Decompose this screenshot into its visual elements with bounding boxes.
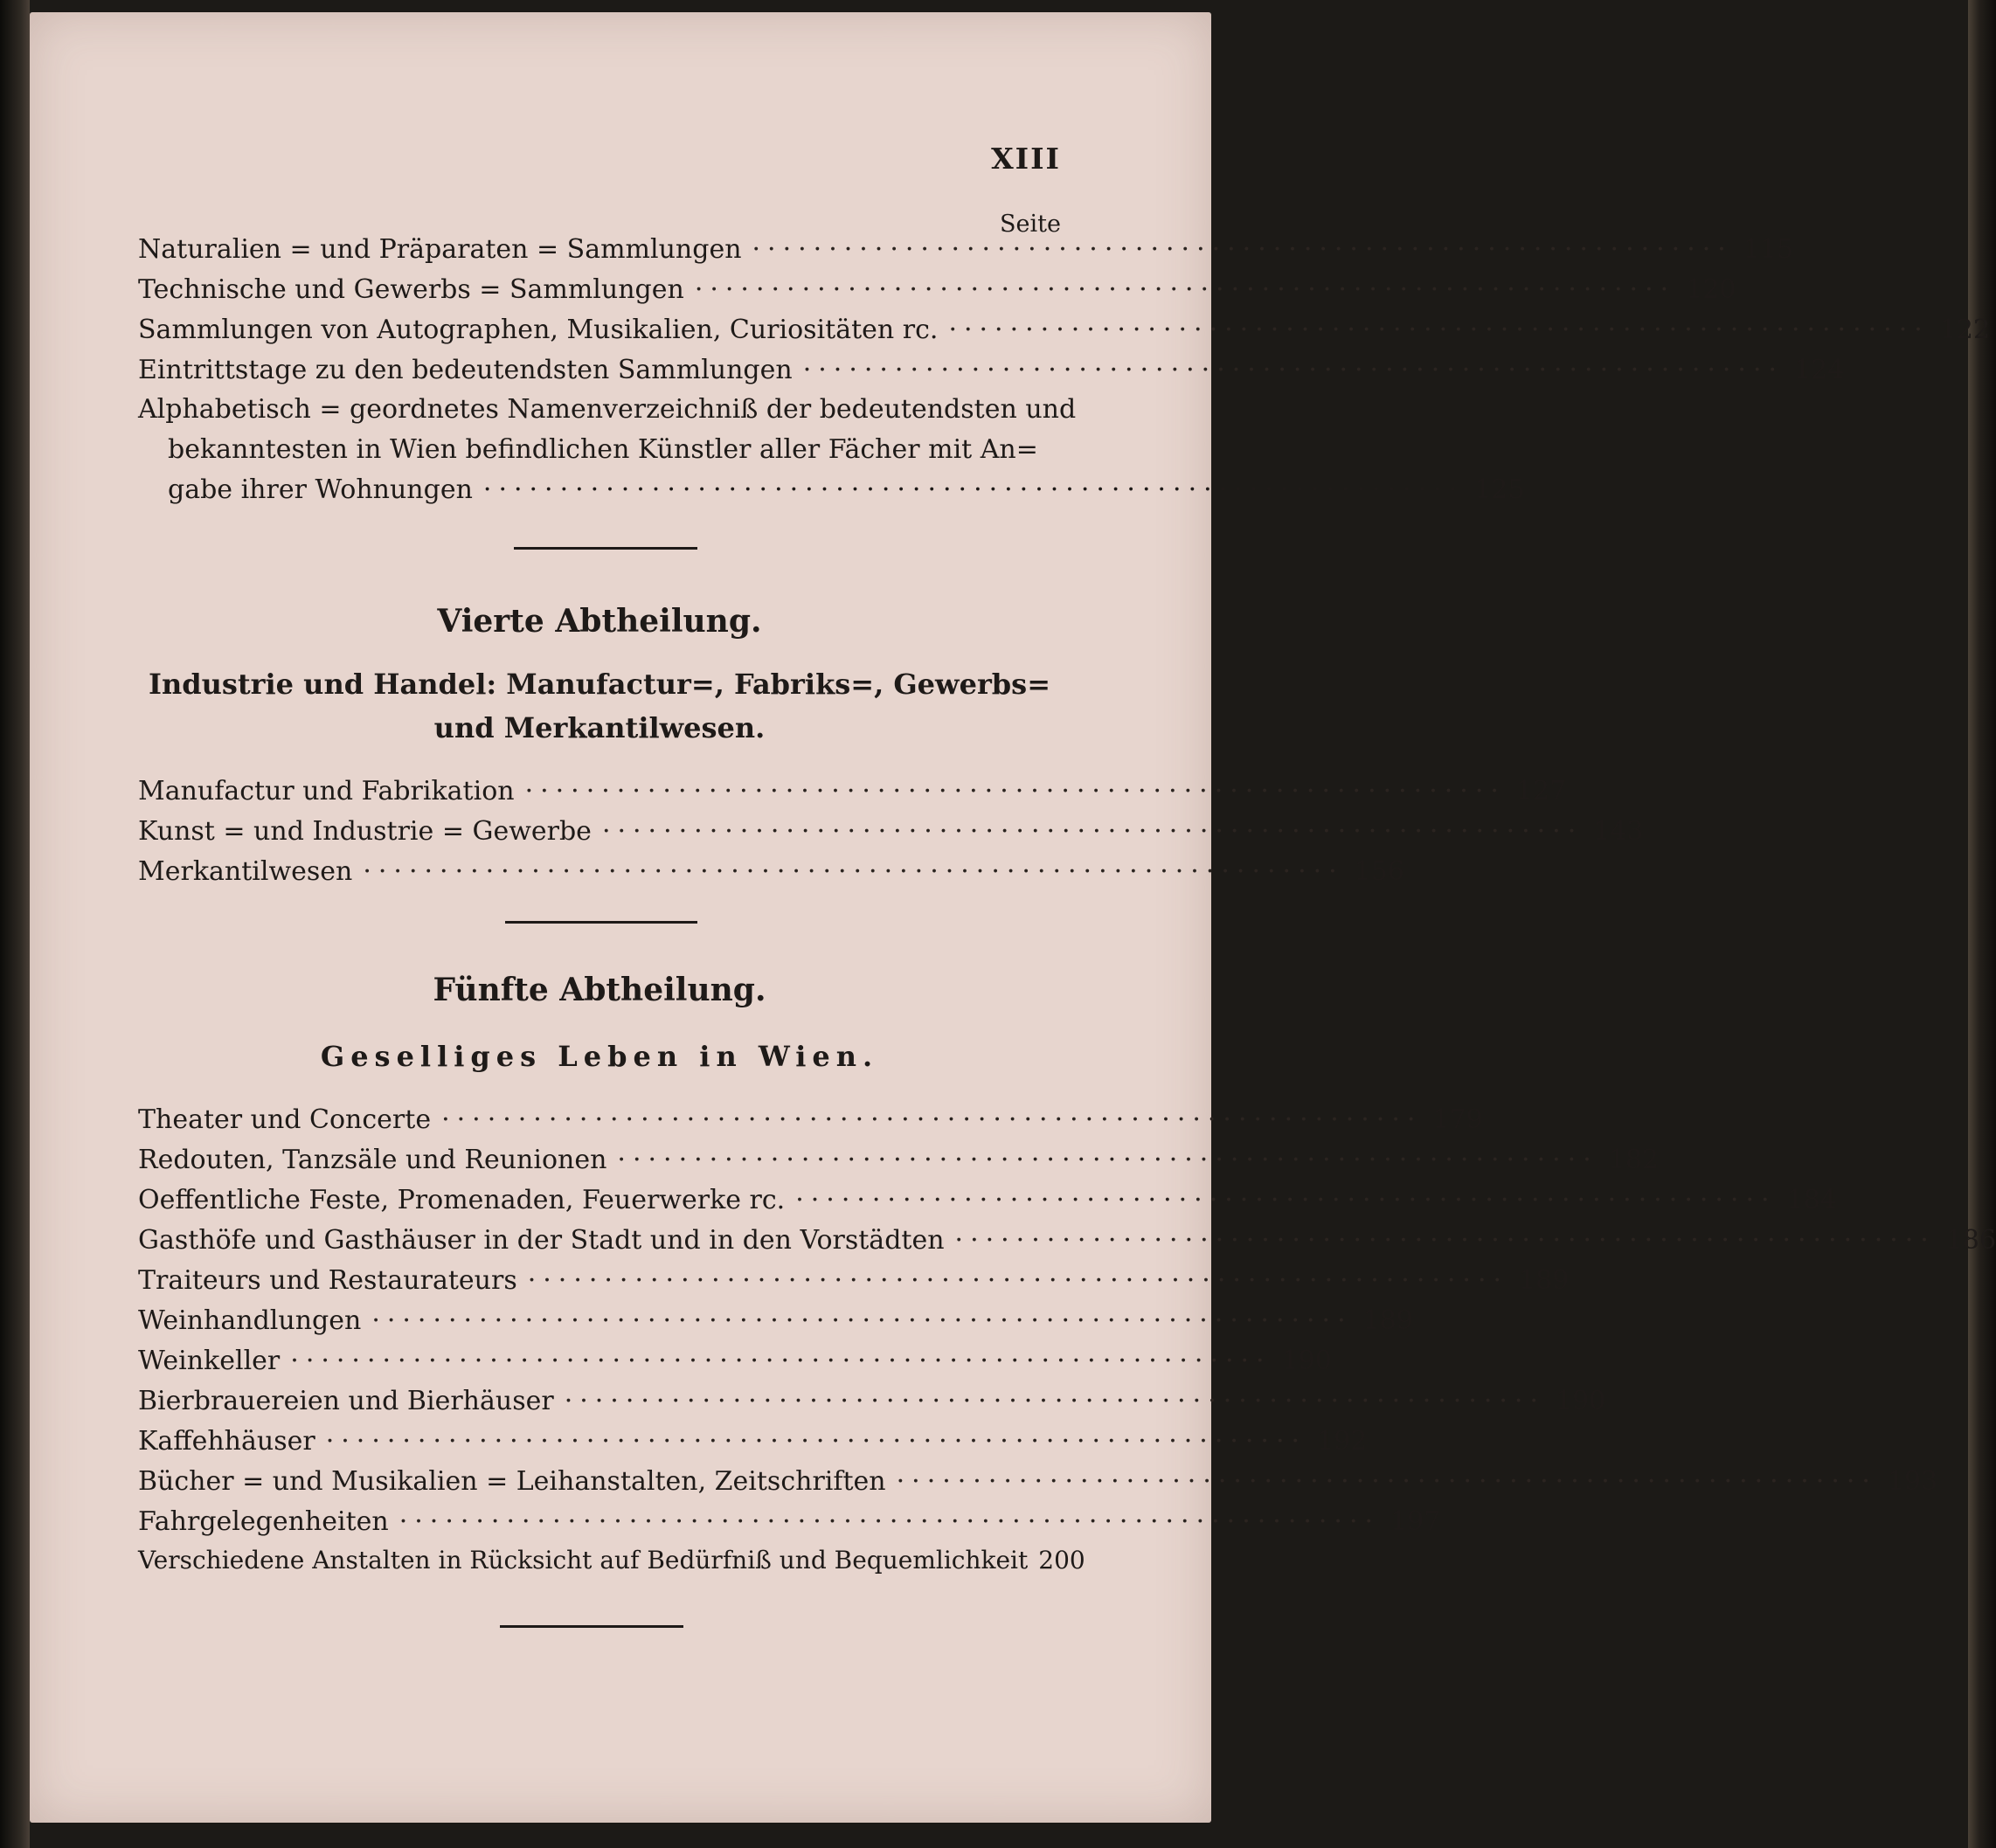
section-heading-five: Fünfte Abtheilung.: [433, 972, 766, 1008]
section-divider: [500, 1625, 683, 1628]
toc-entry-page: 122: [1939, 315, 1991, 345]
toc-entry-page: 189: [1519, 1265, 1570, 1296]
toc-entry: [138, 1304, 1413, 1338]
toc-entry-title: Naturalien = und Präparaten = Sammlungen: [138, 234, 742, 265]
toc-entry: [138, 1103, 1483, 1137]
toc-entry: [138, 232, 1794, 266]
section-subheading-four-line1: Industrie und Handel: Manufactur=, Fabriks=, Gewerbs=: [148, 668, 1050, 701]
toc-entry-last-line: [138, 470, 1525, 510]
page-number: XIII: [991, 142, 1061, 176]
toc-entry: [138, 1545, 1085, 1576]
page-edge: [1968, 0, 1996, 1848]
column-label-seite: Seite: [1000, 211, 1061, 238]
book-spine: [0, 0, 30, 1848]
section-heading-four: Vierte Abtheilung.: [437, 603, 762, 640]
toc-entry: [138, 1223, 1996, 1257]
dot-leader: ································································: [601, 816, 1584, 847]
dot-leader: ································································: [527, 1265, 1509, 1296]
toc-entry-page: 193: [1887, 1466, 1938, 1497]
dot-leader: ································································: [694, 274, 1676, 305]
toc-entry-title: Verschiedene Anstalten in Rücksicht auf Bedürfniß und Bequemlichkeit: [138, 1546, 1029, 1575]
toc-entry-title: Manufactur und Fabrikation: [138, 776, 515, 806]
toc-entry-page: 120: [1686, 274, 1736, 305]
toc-entry-title: Theater und Concerte: [138, 1104, 432, 1135]
toc-entry-title: Traiteurs und Restaurateurs: [138, 1265, 517, 1296]
toc-entry: [138, 1424, 1368, 1458]
toc-entry: [138, 273, 1736, 307]
dot-leader: ································································: [752, 234, 1733, 265]
dot-leader: ································································: [325, 1426, 1307, 1457]
toc-entry: [138, 1263, 1570, 1298]
toc-entry-line: Alphabetisch = geordnetes Namenverzeichniß der bedeutendsten und: [138, 394, 1077, 425]
toc-entry-page: 179: [1432, 1104, 1483, 1135]
dot-leader: ································································: [524, 776, 1506, 806]
dot-leader: ································································: [371, 1305, 1353, 1336]
toc-entry-title: Redouten, Tanzsäle und Reunionen: [138, 1145, 607, 1175]
dot-leader: ································································: [290, 1346, 1272, 1376]
toc-entry: [138, 1183, 1837, 1217]
toc-entry: [138, 814, 1644, 848]
section-subheading-four-line2: und Merkantilwesen.: [433, 711, 766, 744]
dot-leader: ································································: [954, 1225, 1936, 1256]
toc-entry: [138, 1505, 1441, 1539]
toc-entry-title: Gasthöfe und Gasthäuser in der Stadt und in den Vorstädten: [138, 1225, 945, 1256]
toc-entry-page: 115: [1743, 234, 1794, 265]
dot-leader: ································································: [441, 1104, 1423, 1135]
toc-entry-page: 127: [1515, 776, 1567, 806]
toc-entry: [138, 1344, 1332, 1378]
dot-leader: ································································: [896, 1466, 1877, 1497]
book-page: [30, 12, 1996, 1823]
toc-entry-page: 192: [1317, 1426, 1368, 1457]
toc-entry: [138, 313, 1991, 347]
toc-entry-title: Bierbrauereien und Bierhäuser: [138, 1386, 554, 1416]
toc-entry-title: Sammlungen von Autographen, Musikalien, Curiositäten rc.: [138, 315, 939, 345]
toc-entry-title: Weinhandlungen: [138, 1305, 362, 1336]
toc-entry-line: gabe ihrer Wohnungen: [168, 474, 473, 505]
toc-entry-title: Fahrgelegenheiten: [138, 1506, 389, 1537]
toc-entry-page: 190: [1556, 1386, 1606, 1416]
dot-leader: ································································: [564, 1386, 1545, 1416]
toc-entry-page: 184: [1786, 1185, 1837, 1215]
toc-entry-line: bekanntesten in Wien befindlichen Künstler aller Fächer mit An=: [168, 434, 1038, 465]
toc-entry-title: Eintrittstage zu den bedeutendsten Sammlungen: [138, 355, 793, 385]
section-subheading-five: Geselliges Leben in Wien.: [320, 1040, 879, 1073]
toc-entry-page: 182: [1608, 1145, 1659, 1175]
toc-entry-title: Weinkeller: [138, 1346, 281, 1376]
dot-leader: ································································: [617, 1145, 1598, 1175]
dot-leader: ································································: [802, 355, 1785, 385]
toc-entry: [138, 1143, 1659, 1177]
toc-entry-title: Merkantilwesen: [138, 856, 353, 887]
dot-leader: ································································: [795, 1185, 1777, 1215]
toc-entry-page: 125: [1474, 474, 1525, 505]
toc-entry-page: 190: [1281, 1346, 1332, 1376]
toc-entry-title: Technische und Gewerbs = Sammlungen: [138, 274, 684, 305]
toc-entry-title: Kaffehhäuser: [138, 1426, 315, 1457]
toc-entry-page: 189: [1362, 1305, 1413, 1336]
toc-entry: [138, 1464, 1938, 1498]
dot-leader: ································································: [363, 856, 1344, 887]
toc-entry: [138, 855, 1404, 889]
toc-entry-page: 197: [1390, 1506, 1441, 1537]
toc-entry: [138, 1384, 1606, 1418]
toc-entry-page: 143: [1593, 816, 1644, 847]
toc-entry-title: Kunst = und Industrie = Gewerbe: [138, 816, 592, 847]
toc-entry: [138, 353, 1845, 387]
toc-entry-title: Oeffentliche Feste, Promenaden, Feuerwerke rc.: [138, 1185, 786, 1215]
dot-leader: ································································: [482, 474, 1465, 505]
dot-leader: ································································: [948, 315, 1930, 345]
toc-entry-page: 124: [1794, 355, 1845, 385]
toc-entry-page: 156: [1354, 856, 1404, 887]
toc-entry-multiline: [138, 390, 1525, 510]
toc-entry-page: 186: [1945, 1225, 1996, 1256]
dot-leader: ································································: [399, 1506, 1381, 1537]
section-divider: [505, 921, 697, 924]
toc-entry-page: 200: [1038, 1546, 1085, 1575]
section-divider: [514, 547, 697, 550]
toc-entry: [138, 774, 1567, 808]
toc-entry-title: Bücher = und Musikalien = Leihanstalten, Zeitschriften: [138, 1466, 886, 1497]
